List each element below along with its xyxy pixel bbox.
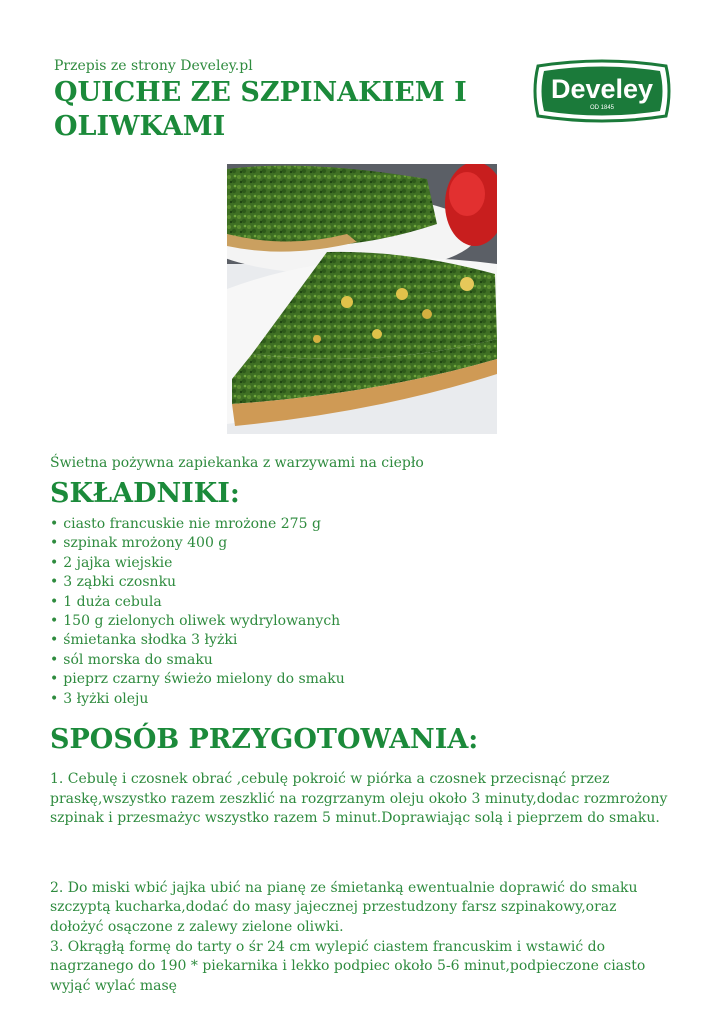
list-item: • ciasto francuskie nie mrożone 275 g — [50, 515, 345, 534]
step-2: 2. Do miski wbić jajka ubić na pianę ze śmietanką ewentualnie doprawić do smaku szczyptą kucharka,dodać do masy jajecznej przestudzony farsz szpinakowy,oraz dołożyć osączone z zalewy zielone oliwki. — [50, 879, 638, 935]
preparation-steps — [50, 770, 670, 996]
recipe-title: QUICHE ZE SZPINAKIEM I OLIWKAMI — [54, 77, 467, 142]
step-1: 1. Cebulę i czosnek obrać ,cebulę pokroić w piórka a czosnek przecisnąć przez praskę,wszystko razem zeszklić na rozgrzanym oleju około 3 minuty,dodac rozmrożony szpinak i przesmażyc wszystko razem 5 minut.Doprawiając solą i pieprzem do smaku. — [50, 771, 668, 827]
preparation-heading: SPOSÓB PRZYGOTOWANIA: — [50, 724, 479, 755]
ingredients-heading: SKŁADNIKI: — [50, 478, 240, 509]
list-item: • 1 duża cebula — [50, 593, 345, 612]
step-3: 3. Okrągłą formę do tarty o śr 24 cm wylepić ciastem francuskim i wstawić do nagrzanego do 190 * piekarnika i lekko podpiec około 5-6 minut,podpieczone ciasto wyjąć wylać masę — [50, 938, 646, 994]
list-item: • 2 jajka wiejskie — [50, 554, 345, 573]
list-item: • sól morska do smaku — [50, 651, 345, 670]
logo-brand-text: Develey — [550, 74, 654, 104]
quiche-photo — [227, 164, 497, 434]
list-item: • 150 g zielonych oliwek wydrylowanych — [50, 612, 345, 631]
list-item: • 3 ząbki czosnku — [50, 573, 345, 592]
develey-logo — [532, 58, 672, 124]
list-item: • 3 łyżki oleju — [50, 690, 345, 709]
ingredients-list — [50, 515, 345, 709]
logo-since-text: OD 1845 — [589, 105, 615, 111]
list-item: • śmietanka słodka 3 łyżki — [50, 631, 345, 650]
list-item: • pieprz czarny świeżo mielony do smaku — [50, 670, 345, 689]
source-line: Przepis ze strony Develey.pl — [54, 58, 253, 74]
recipe-lead: Świetna pożywna zapiekanka z warzywami na ciepło — [50, 455, 424, 471]
list-item: • szpinak mrożony 400 g — [50, 534, 345, 553]
